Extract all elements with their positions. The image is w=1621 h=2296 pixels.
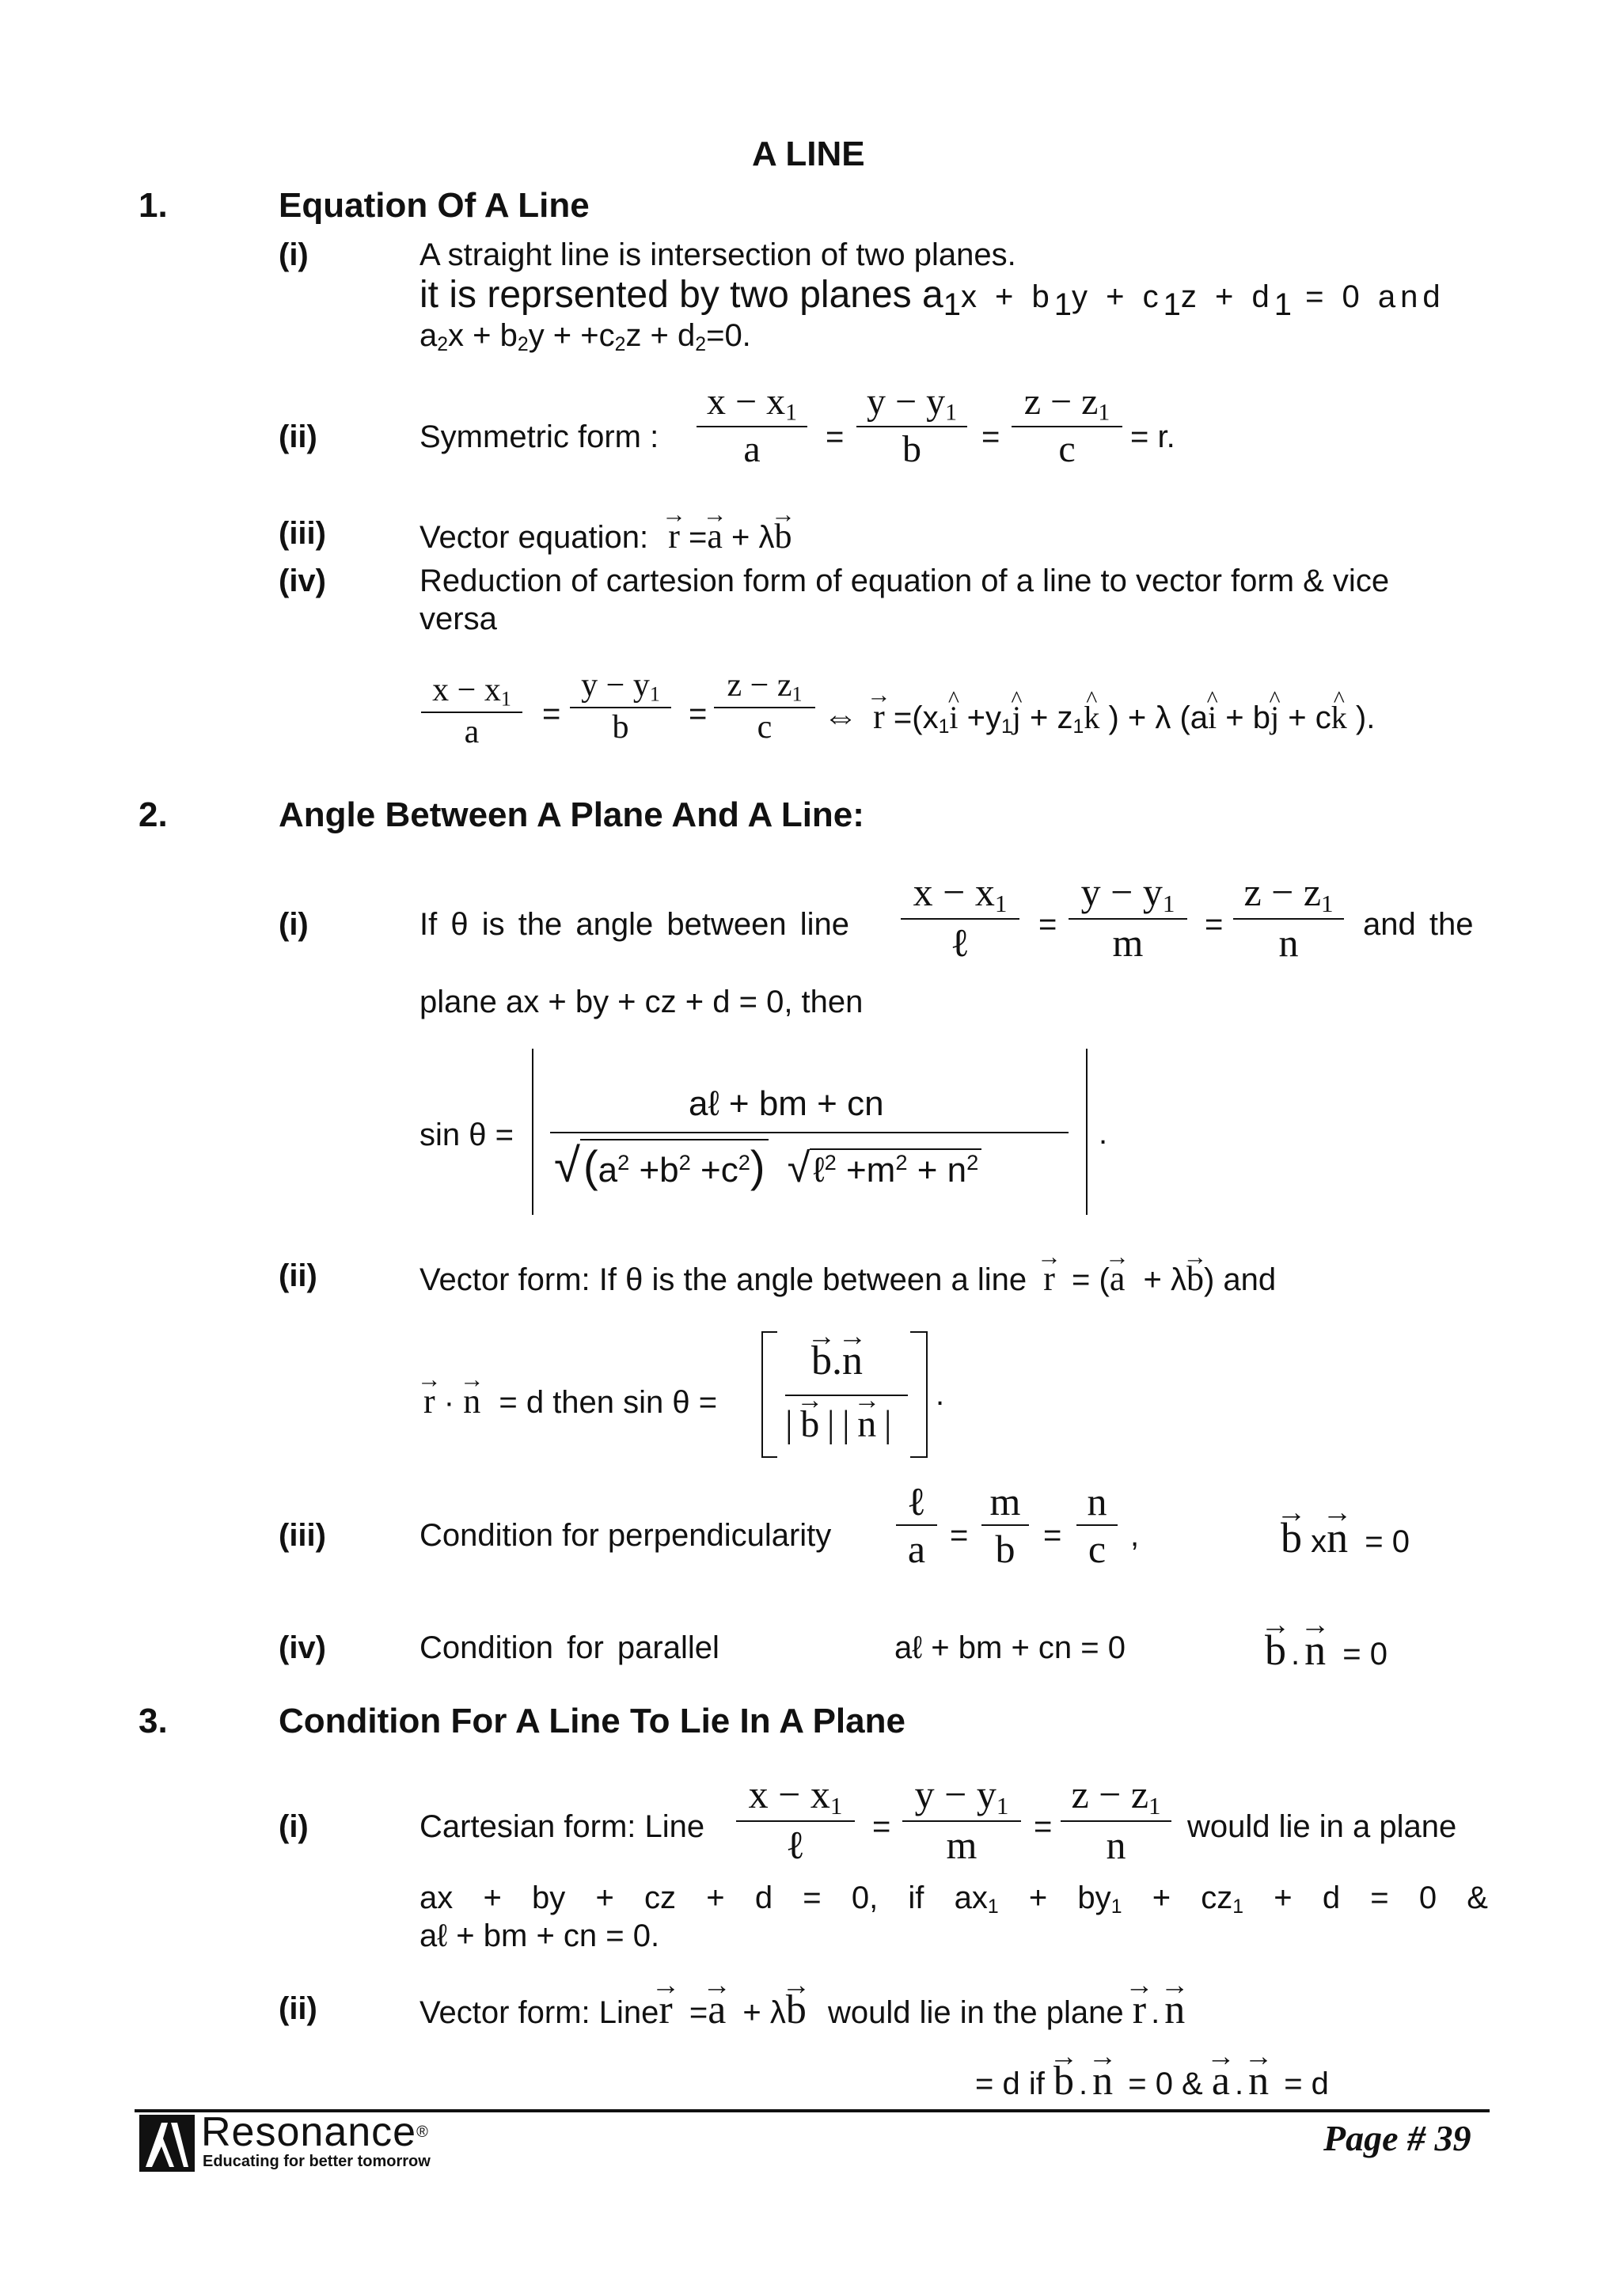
s2-i-text1: If θ is the angle between line xyxy=(419,907,850,942)
s1-i-line1: A straight line is intersection of two planes. xyxy=(419,237,1016,272)
s2-i-sin: sin θ = xyxy=(419,1118,514,1152)
s3-i-eq1: = xyxy=(872,1809,891,1844)
s3-i-eq2: = xyxy=(1034,1809,1053,1844)
s1-ii-eq2: = xyxy=(981,419,1000,454)
s3-i-line2: ax + by + cz + d = 0, if $ax_1 + by_1 + cz_1 + d = 0$ & xyxy=(419,1880,1488,1918)
s3-i-frac-z: $z - z_1$ n xyxy=(1061,1771,1171,1868)
s2-iv-dot: → b .→ n = 0 xyxy=(1265,1626,1388,1675)
s2-iii-label: (iii) xyxy=(279,1518,326,1553)
section-1-heading: Equation Of A Line xyxy=(279,186,590,225)
s2-iv-cond: aℓ + bm + cn = 0 xyxy=(894,1630,1126,1665)
s1-iv-label: (iv) xyxy=(279,564,326,598)
bracket-left xyxy=(761,1331,763,1458)
s2-i-frac-y: $y - y_1$ m xyxy=(1069,869,1187,966)
section-2-heading: Angle Between A Plane And A Line: xyxy=(279,795,864,834)
s2-iii-text: Condition for perpendicularity xyxy=(419,1518,832,1553)
s3-i-text1: Cartesian form: Line xyxy=(419,1809,705,1844)
s2-iii-comma: , xyxy=(1130,1518,1140,1553)
s3-ii-line2: = d if → b .→ n = 0 & → a .→ n = d xyxy=(975,2058,1329,2104)
s3-ii-line1: Vector form: Line→ r =→ a + λ→ b would lie in the plane → r .→ n xyxy=(419,1987,1185,2033)
s1-ii-frac-y: $y - y_1$ b xyxy=(856,380,967,471)
s2-i-frac-z: $z - z_1$ n xyxy=(1233,869,1344,966)
section-3-number: 3. xyxy=(139,1702,168,1740)
s3-i-tail: would lie in a plane xyxy=(1187,1809,1457,1844)
s1-ii-frac-z: $z - z_1$ c xyxy=(1012,380,1122,471)
s2-ii-bn: → b.→ n xyxy=(811,1338,863,1384)
s2-iii-eq1: = xyxy=(950,1518,969,1553)
s2-ii-text1: Vector form: If θ is the angle between a line → r = (→ a + λ→ b) and xyxy=(419,1258,1276,1299)
s1-i-line2: it is reprsented by two planes $a_1x + b_1y + c_1z + d_1 = 0$ and xyxy=(419,274,1445,322)
s2-ii-text2: → r · → n = d then sin θ = xyxy=(423,1381,717,1421)
s2-iii-eq2: = xyxy=(1043,1518,1062,1553)
s2-i-text2: plane ax + by + cz + d = 0, then xyxy=(419,985,864,1019)
s2-i-dot: . xyxy=(1099,1116,1108,1151)
s3-ii-label: (ii) xyxy=(279,1991,317,2026)
page-number: Page # 39 xyxy=(1323,2118,1471,2158)
s2-iii-frac3: n c xyxy=(1076,1478,1118,1572)
s2-i-denominator: $√(a^2 +b^2 +c^2)$ √ℓ$^2$ $+m^2 + n^2$ xyxy=(554,1138,981,1193)
s2-iv-label: (iv) xyxy=(279,1630,326,1665)
section-1-number: 1. xyxy=(139,186,168,225)
s2-i-eq1: = xyxy=(1038,907,1057,942)
s2-iii-frac1: ℓ a xyxy=(896,1478,937,1572)
s2-i-and: and the xyxy=(1363,907,1474,942)
s1-i-label: (i) xyxy=(279,237,309,272)
resonance-logo-icon xyxy=(139,2115,195,2172)
s1-iii-eq: Vector equation: → r =→ a + λ→ b xyxy=(419,516,792,556)
s1-ii-end: = r. xyxy=(1130,419,1175,454)
s2-iii-frac2: m b xyxy=(981,1478,1029,1572)
s1-iv-rhs: ⇔ → $r =(x_1\^{}$ $i +y_1\^{}$ $j + z_1\^{}$ k ) + λ (a^ i + b^ j + c^ k ). xyxy=(823,696,1375,738)
s3-i-frac-y: $y - y_1$ m xyxy=(902,1771,1021,1868)
s2-ii-dot: . xyxy=(936,1377,945,1412)
brand-name: Resonance® xyxy=(201,2109,429,2155)
section-2-number: 2. xyxy=(139,795,168,834)
s2-ii-abs: | → b | | → n | xyxy=(785,1402,891,1446)
s1-i-line3: $a_2x + b_2y + +c_2z + d_2=0$. xyxy=(419,318,751,356)
s1-ii-eq1: = xyxy=(826,419,845,454)
abs-bar-left xyxy=(532,1049,533,1215)
s1-iv-line1: Reduction of cartesion form of equation of a line to vector form & vice xyxy=(419,564,1390,598)
s1-ii-text: Symmetric form : xyxy=(419,419,659,454)
s2-iii-cross: → b x→ n = 0 xyxy=(1281,1513,1410,1562)
s1-iv-line2: versa xyxy=(419,602,497,636)
s2-i-fraction-bar xyxy=(550,1132,1069,1133)
s3-i-label: (i) xyxy=(279,1809,309,1844)
s1-iii-label: (iii) xyxy=(279,516,326,551)
section-3-heading: Condition For A Line To Lie In A Plane xyxy=(279,1702,905,1740)
s2-i-label: (i) xyxy=(279,907,309,942)
s1-iv-frac-z: $z - z_1$ c xyxy=(714,666,815,746)
s2-iv-text: Condition for parallel xyxy=(419,1630,719,1665)
s2-ii-label: (ii) xyxy=(279,1258,317,1293)
abs-bar-right xyxy=(1086,1049,1088,1215)
s1-ii-frac-x: $x - x_1$ a xyxy=(697,380,807,471)
s1-ii-label: (ii) xyxy=(279,419,317,454)
s1-iv-eq1: = xyxy=(542,696,561,731)
brand-tagline: Educating for better tomorrow xyxy=(203,2153,431,2170)
s1-iv-frac-x: $x - x_1$ a xyxy=(421,671,522,751)
s2-i-eq2: = xyxy=(1205,907,1224,942)
page-title: A LINE xyxy=(752,135,865,173)
s2-i-numerator: aℓ + bm + cn xyxy=(689,1084,884,1123)
s1-iv-eq2: = xyxy=(689,696,708,731)
bracket-right xyxy=(926,1331,928,1458)
s3-i-line3: aℓ + bm + cn = 0. xyxy=(419,1918,660,1953)
s1-iv-frac-y: $y - y_1$ b xyxy=(570,666,671,746)
s3-i-frac-x: $x - x_1$ ℓ xyxy=(736,1771,855,1868)
s2-i-frac-x: $x - x_1$ ℓ xyxy=(901,869,1019,966)
